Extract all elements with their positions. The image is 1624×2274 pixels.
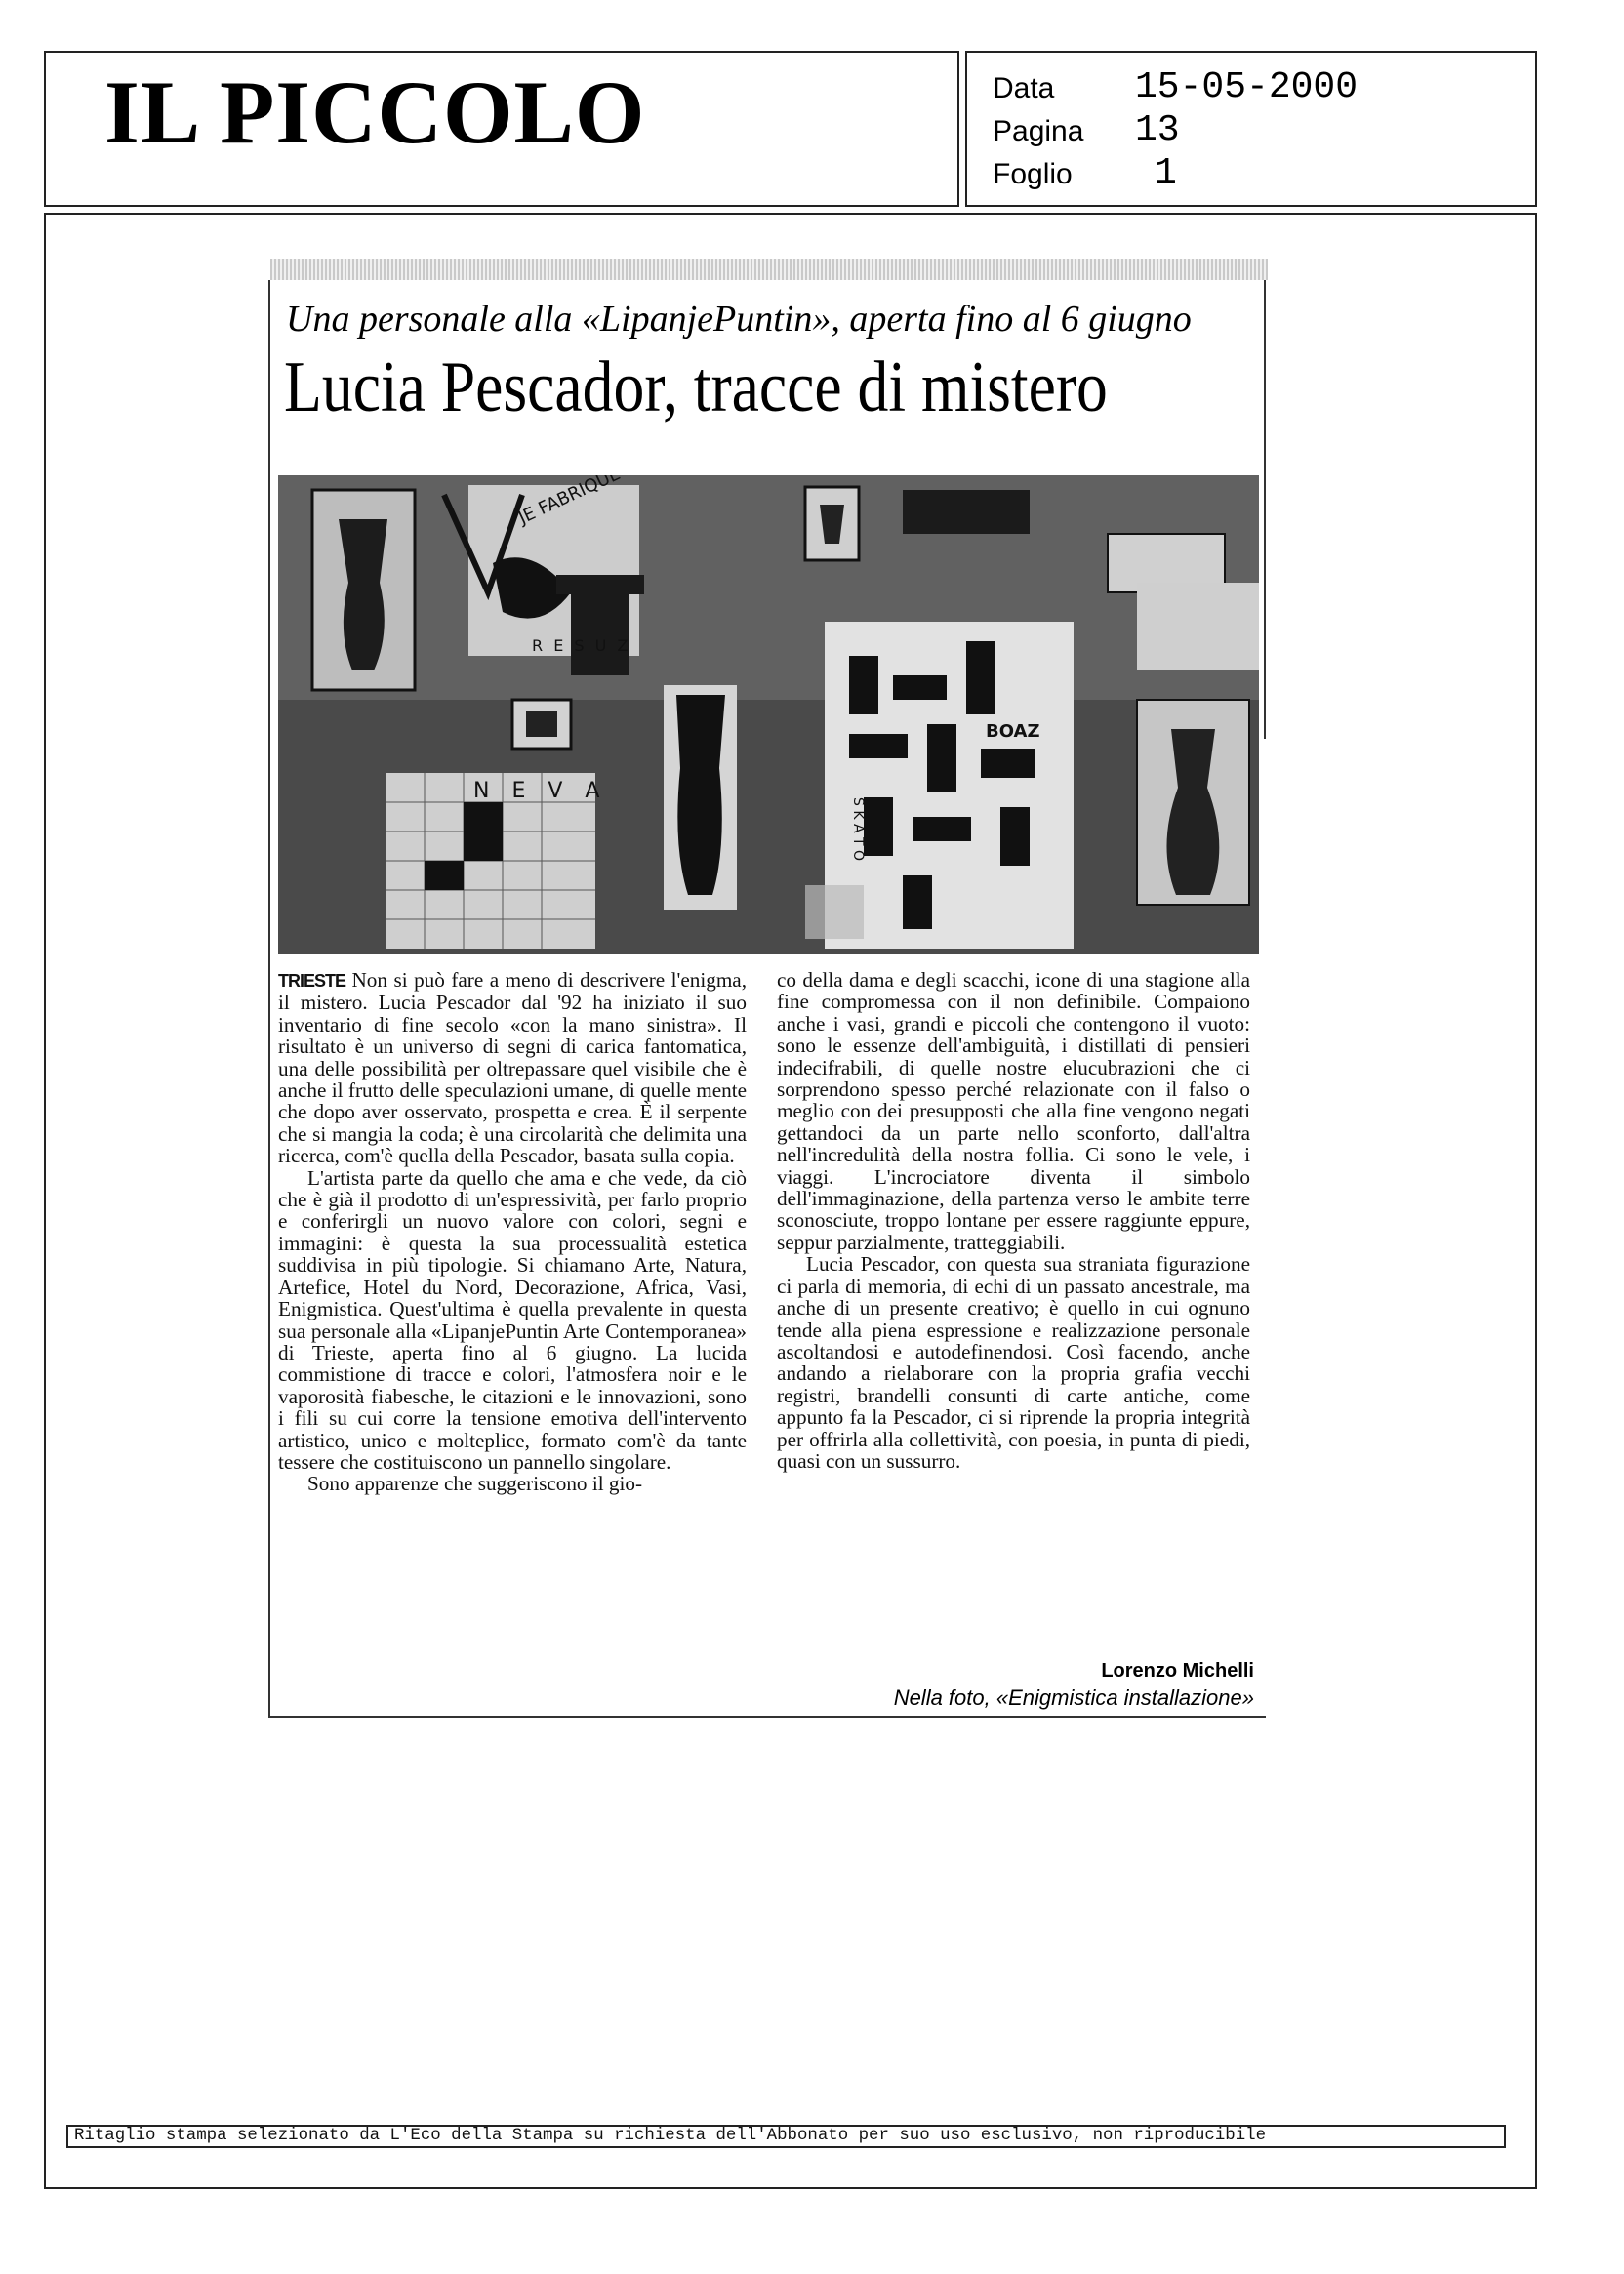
article-paragraph-text: Non si può fare a meno di descrivere l'enigma, il mistero. Lucia Pescador dal '92 ha iniziato il suo inventario di fine secolo «con la mano sinistra». Il risultato è un universo di segni di carica fantomatica, una delle possibilità per oltrepassare quel visibile che è anche il frutto delle speculazioni umane, di quelle mente che dopo aver osservato, prospetta e crea. È il serpente che si mangia la coda; è una circolarità che delimita una ricerca, com'è quella della Pescador, basata sulla copia. <box>278 968 748 1168</box>
article-dateline: TRIESTE <box>278 971 346 991</box>
article-paragraph: co della dama e degli scacchi, icone di una stagione alla fine compromessa con il non definibile. Compaiono anche i vasi, grandi e piccoli che contengono il vuoto: sono le essenze dell'ambiguità, i distillati di pensieri indecifrabili, di quelle nostre elucubrazioni che ci sorprendono spesso perché relazionate con il falso o meglio con dei presupposti che alla fine vengono negati gettandoci da un parte nello sconforto, dall'altra nell'incredulità della nostra follia. Ci sono le vele, i viaggi. L'incrociatore diventa il simbolo dell'immaginazione, della partenza verso le ambite terre sconosciute, troppo lontane per essere raggiunte eppure, seppur parzialmente, tratteggiabili. <box>777 968 1250 1254</box>
masthead-title: IL PICCOLO <box>104 62 646 162</box>
article-headline: Lucia Pescador, tracce di mistero <box>284 347 1108 427</box>
article-byline: Lorenzo Michelli <box>1101 1660 1254 1682</box>
clip-top-strip <box>270 259 1268 280</box>
meta-label-pagina: Pagina <box>993 115 1084 147</box>
meta-value-pagina: 13 <box>1135 109 1180 151</box>
photo-nevat-text: N E V A <box>473 779 608 803</box>
photo-skato-text: S K A T O <box>850 797 866 862</box>
footer-notice: Ritaglio stampa selezionato da L'Eco della Stampa su richiesta dell'Abbonato per suo uso esclusivo, non riproducibile <box>66 2125 1506 2148</box>
meta-value-data: 15-05-2000 <box>1135 66 1359 108</box>
newspaper-clipping <box>257 259 1268 1718</box>
article-paragraph <box>278 969 747 1167</box>
photo-scribble-text: JE FABRIQUE <box>515 475 624 529</box>
clip-rule-bottom <box>268 1716 1266 1718</box>
article-photo <box>278 475 1259 954</box>
photo-scribble-text-2: R E S U Z <box>532 636 631 655</box>
meta-label-foglio: Foglio <box>993 158 1073 190</box>
photo-boaz-text: BOAZ <box>986 721 1040 742</box>
article-kicker: Una personale alla «LipanjePuntin», aperta fino al 6 giugno <box>286 299 1192 340</box>
article-column-right <box>777 969 1250 1472</box>
clip-rule-left <box>268 280 270 1718</box>
article-paragraph: L'artista parte da quello che ama e che vede, da ciò che è già il prodotto di un'espressività, per farlo proprio e conferirgli un nuovo valore con colori, segni e immagini: è questa la sua processualità estetica suddivisa in più tipologie. Si chiamano Arte, Natura, Artefice, Hotel du Nord, Decorazione, Africa, Vasi, Enigmistica. Quest'ultima è quella prevalente in questa sua personale alla «LipanjePuntin Arte Contemporanea» di Trieste, aperta fino al 6 giugno. La lucida commistione di tracce e colori, l'atmosfera noir e le vaporosità fiabesche, le citazioni e le innovazioni, sono i fili su cui corre la tensione emotiva dell'intervento artistico, unico e molteplice, formato com'è da tante tessere che costituiscono un pannello singolare. <box>278 1165 747 1474</box>
meta-value-foglio: 1 <box>1155 152 1177 194</box>
meta-box <box>965 51 1537 207</box>
photo-caption: Nella foto, «Enigmistica installazione» <box>893 1685 1254 1710</box>
article-column-left <box>278 969 747 1495</box>
article-paragraph: Sono apparenze che suggeriscono il gio- <box>307 1472 643 1496</box>
installation-photo-illustration <box>278 475 1259 954</box>
article-paragraph: Lucia Pescador, con questa sua straniata figurazione ci parla di memoria, di echi di un passato ancestrale, ma anche di un presente creativo; è quello in cui ognuno tende alla piena espressione e realizzazione personale ascoltandosi e autodefinendosi. Così facendo, anche andando a rielaborare con la propria grafia vecchi registri, brandelli consunti di carte antiche, come appunto fa la Pescador, ci si riprende la propria integrità per offrirla alla collettività, con poesia, in punta di piedi, quasi con un sussurro. <box>777 1252 1250 1473</box>
clip-rule-right <box>1264 280 1266 739</box>
masthead-box <box>44 51 959 207</box>
meta-label-data: Data <box>993 72 1055 104</box>
